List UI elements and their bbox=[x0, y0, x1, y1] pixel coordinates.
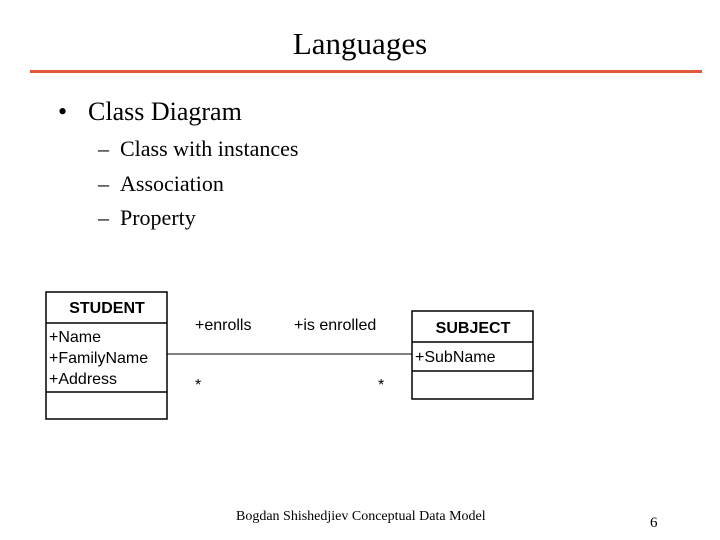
dash-marker: – bbox=[98, 136, 109, 161]
student-class-name: STUDENT bbox=[69, 300, 145, 317]
bullet-text: Class Diagram bbox=[88, 97, 242, 126]
sub-item-text: Class with instances bbox=[120, 136, 299, 161]
subject-class bbox=[412, 311, 533, 399]
role-label-enrolls: +enrolls bbox=[195, 317, 252, 334]
subject-class-name: SUBJECT bbox=[435, 320, 511, 337]
student-attribute: +Address bbox=[49, 371, 118, 388]
multiplicity-subject-end: * bbox=[378, 377, 385, 394]
bullet-marker: • bbox=[58, 97, 68, 126]
page-number: 6 bbox=[650, 515, 658, 531]
dash-marker: – bbox=[98, 205, 109, 230]
dash-marker: – bbox=[98, 171, 109, 196]
student-attribute: +FamilyName bbox=[49, 350, 149, 367]
slide-title: Languages bbox=[292, 26, 428, 61]
multiplicity-student-end: * bbox=[195, 377, 202, 394]
student-class bbox=[46, 292, 167, 419]
footer-text: Bogdan Shishedjiev Conceptual Data Model bbox=[236, 509, 486, 524]
role-label-is-enrolled: +is enrolled bbox=[294, 317, 377, 334]
subject-attribute: +SubName bbox=[415, 349, 496, 366]
sub-item-text: Association bbox=[120, 171, 224, 196]
sub-item-text: Property bbox=[120, 205, 196, 230]
student-attribute: +Name bbox=[49, 329, 102, 346]
